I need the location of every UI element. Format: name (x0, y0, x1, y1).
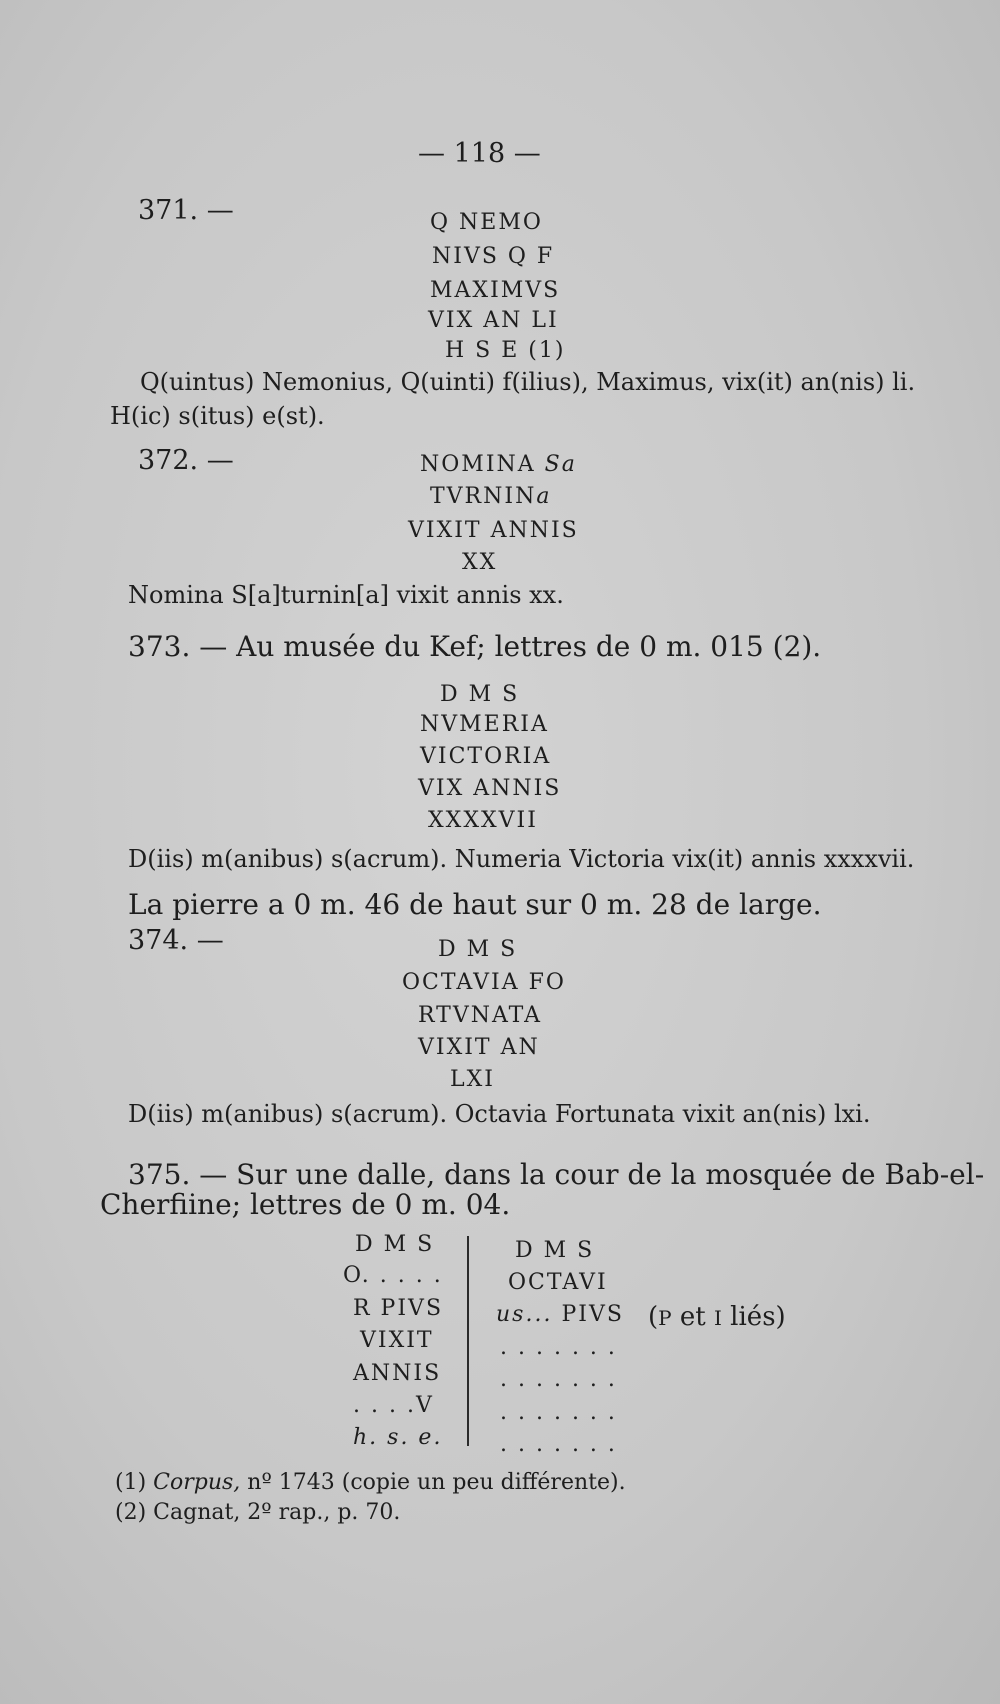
inscription-372-line-1-italic: Sa (544, 452, 577, 477)
inscription-374-line-3: RTVNATA (418, 1003, 543, 1028)
transcription-371-line-1: Q(uintus) Nemonius, Q(uinti) f(ilius), Maximus, vix(it) an(nis) li. (140, 368, 916, 396)
inscription-371-line-2: NIVS Q F (432, 244, 555, 269)
entry-373-heading: 373. — Au musée du Kef; lettres de 0 m. 015 (2). (128, 630, 822, 663)
ligature-note-mid: et (671, 1302, 714, 1332)
entry-375-heading-line-2: Cherfiine; lettres de 0 m. 04. (100, 1188, 511, 1221)
inscription-375-left-line-7: h. s. e. (353, 1425, 443, 1450)
inscription-373-line-4: VIX ANNIS (418, 776, 562, 801)
inscription-375-left-line-6: . . . .V (353, 1393, 434, 1418)
entry-375-heading-line-1: 375. — Sur une dalle, dans la cour de la mosquée de Bab-el- (128, 1158, 985, 1191)
inscription-374-line-1: D M S (438, 937, 518, 962)
inscription-375-left-line-3: R PIVS (353, 1296, 444, 1321)
inscription-375-left-line-1: D M S (355, 1232, 435, 1257)
entry-372-number: 372. — (138, 445, 234, 476)
inscription-375-left-line-2: O. . . . . (343, 1263, 443, 1288)
entry-371-number: 371. — (138, 195, 234, 226)
inscription-371-line-5: H S E (1) (445, 338, 566, 363)
ligature-note-close: liés) (721, 1302, 786, 1332)
inscription-374-line-5: LXI (450, 1067, 495, 1092)
inscription-375-right-line-7: . . . . . . . (500, 1432, 617, 1457)
inscription-375-right-line-6: . . . . . . . (500, 1400, 617, 1425)
footnote-1-number: (1) (115, 1470, 154, 1495)
inscription-371-line-4: VIX AN LI (428, 308, 559, 333)
column-divider (467, 1236, 469, 1446)
inscription-373-line-1: D M S (440, 682, 520, 707)
page-number: — 118 — (418, 138, 541, 169)
inscription-373-line-2: NVMERIA (420, 712, 549, 737)
ligature-note-i: I (714, 1306, 722, 1330)
footnote-1-italic: Corpus, (153, 1470, 241, 1495)
inscription-375-left-line-5: ANNIS (353, 1361, 442, 1386)
footnote-2-number: (2) (115, 1500, 154, 1525)
inscription-375-right-line-5: . . . . . . . (500, 1367, 617, 1392)
inscription-375-right-line-2: OCTAVI (508, 1270, 608, 1295)
inscription-375-right-line-3-italic: us... (496, 1302, 553, 1327)
inscription-373-line-5: XXXXVII (428, 808, 538, 833)
transcription-373: D(iis) m(anibus) s(acrum). Numeria Victoria vix(it) annis xxxxvii. (128, 845, 915, 873)
inscription-374-line-4: VIXIT AN (418, 1035, 540, 1060)
inscription-372-line-2-italic: a (536, 484, 552, 509)
ligature-note-p: P (658, 1306, 672, 1330)
inscription-374-line-2: OCTAVIA FO (402, 970, 566, 995)
inscription-372-line-2 (430, 484, 551, 509)
inscription-371-line-3: MAXIMVS (430, 278, 561, 303)
footnote-1 (115, 1470, 626, 1495)
inscription-372-line-3: VIXIT ANNIS (408, 518, 579, 543)
inscription-375-right-line-3-main: PIVS (552, 1302, 624, 1327)
footnote-2 (115, 1500, 400, 1525)
footnote-1-text: nº 1743 (copie un peu différente). (240, 1470, 626, 1495)
inscription-375-left-line-4: VIXIT (360, 1328, 434, 1353)
ligature-note (648, 1302, 786, 1332)
ligature-note-open: ( (648, 1302, 659, 1332)
entry-373-dimensions: La pierre a 0 m. 46 de haut sur 0 m. 28 de large. (128, 888, 822, 921)
transcription-374: D(iis) m(anibus) s(acrum). Octavia Fortunata vixit an(nis) lxi. (128, 1100, 871, 1128)
inscription-375-right-line-1: D M S (515, 1238, 595, 1263)
inscription-375-right-line-3 (496, 1302, 624, 1327)
inscription-372-line-4: XX (462, 550, 498, 575)
inscription-373-line-3: VICTORIA (420, 744, 552, 769)
transcription-371-line-2: H(ic) s(itus) e(st). (110, 402, 325, 430)
inscription-372-line-1 (420, 452, 577, 477)
inscription-372-line-1-main: NOMINA (420, 452, 545, 477)
entry-374-number: 374. — (128, 925, 224, 956)
inscription-375-right-line-4: . . . . . . . (500, 1335, 617, 1360)
inscription-372-line-2-main: TVRNIN (430, 484, 537, 509)
transcription-372: Nomina S[a]turnin[a] vixit annis xx. (128, 581, 564, 609)
footnote-2-text: Cagnat, 2º rap., p. 70. (153, 1500, 401, 1525)
inscription-371-line-1: Q NEMO (430, 210, 543, 235)
